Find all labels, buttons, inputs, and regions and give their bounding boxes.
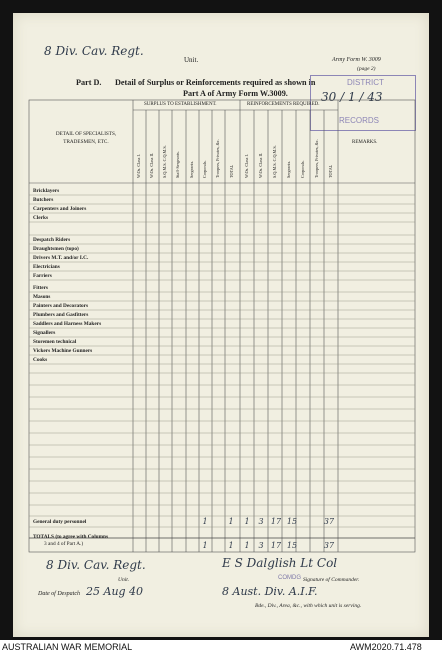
col-surplus-cpl: Corporals. bbox=[202, 160, 207, 178]
col-surplus-staffsgt: Staff-Sergeants. bbox=[175, 151, 180, 178]
total-value: 37 bbox=[323, 541, 335, 550]
row-saddlers: Saddlers and Harness Makers bbox=[33, 321, 102, 327]
unit-handwritten: 8 Div. Cav. Regt. bbox=[44, 44, 144, 58]
col-surplus-wo2: W.Os. Class II. bbox=[149, 152, 154, 178]
remarks-header: REMARKS. bbox=[352, 140, 378, 145]
col-surplus-total: TOTAL bbox=[229, 164, 234, 178]
col-surplus-wo1: W.Os. Class I. bbox=[136, 154, 141, 178]
col-surplus-sgt: Sergeants. bbox=[189, 160, 194, 178]
row-draughtsmen: Draughtsmen (topo) bbox=[33, 246, 79, 252]
commander-signature: E S Dalglish Lt Col bbox=[222, 556, 338, 570]
bde-label: Bde., Div., Area, &c., with which unit is serving. bbox=[255, 603, 362, 609]
col-reinf-sgt: Sergeants. bbox=[286, 160, 291, 178]
surplus-header: SURPLUS TO ESTABLISHMENT. bbox=[144, 102, 217, 107]
despatch-date-handwritten: 25 Aug 40 bbox=[86, 585, 144, 598]
row-despatch-riders: Despatch Riders bbox=[33, 237, 71, 243]
total-value: 1 bbox=[202, 541, 208, 550]
total-value: 1 bbox=[244, 541, 250, 550]
col-reinf-sqms: S.Q.M.S. C.Q.M.S. bbox=[272, 145, 277, 178]
commander-label: Signature of Commander. bbox=[303, 577, 360, 583]
page-number: (page 2) bbox=[357, 66, 376, 72]
total-value: 15 bbox=[286, 541, 298, 550]
total-value: 1 bbox=[228, 541, 234, 550]
row-bricklayers: Bricklayers bbox=[33, 188, 60, 194]
total-value: 17 bbox=[270, 541, 282, 550]
gd-value: 1 bbox=[244, 517, 250, 526]
row-farriers: Farriers bbox=[33, 273, 52, 279]
total-value: 3 bbox=[258, 541, 264, 550]
col-reinf-tpr: Troopers, Privates, &c. bbox=[314, 139, 319, 178]
col-reinf-wo1: W.Os. Class I. bbox=[244, 154, 249, 178]
row-signallers: Signallers bbox=[33, 330, 56, 336]
col-surplus-tpr: Troopers, Privates, &c. bbox=[215, 139, 220, 178]
col-reinf-cpl: Corporals. bbox=[300, 160, 305, 178]
col-reinf-wo2: W.Os. Class II. bbox=[258, 152, 263, 178]
col-surplus-sqms: S.Q.M.S. C.Q.M.S. bbox=[162, 145, 167, 178]
stamp-line2: RECORDS bbox=[339, 116, 380, 125]
unit-label: Unit. bbox=[184, 56, 199, 64]
col-reinf-total: TOTAL bbox=[328, 164, 333, 178]
row-drivers: Drivers M.T. and/or I.C. bbox=[33, 255, 89, 261]
footer-source: AUSTRALIAN WAR MEMORIAL bbox=[2, 642, 133, 652]
row-masons: Masons bbox=[33, 294, 51, 300]
detail-header: DETAIL OF SPECIALISTS, TRADESMEN, ETC. bbox=[55, 131, 117, 145]
stamp-line1: DISTRICT bbox=[347, 78, 384, 87]
row-totals: TOTALS (to agree with Columns bbox=[33, 534, 109, 540]
signature-unit-label: Unit. bbox=[118, 577, 130, 583]
gd-value: 37 bbox=[323, 517, 335, 526]
row-cooks: Cooks bbox=[33, 357, 48, 363]
form-title-line2: Part A of Army Form W.3009. bbox=[183, 89, 288, 98]
signature-unit-handwritten: 8 Div. Cav. Regt. bbox=[46, 558, 146, 572]
row-fitters: Fitters bbox=[33, 285, 48, 291]
row-vickers: Vickers Machine Gunners bbox=[33, 348, 93, 354]
reinforcements-header: REINFORCEMENTS REQUIRED. bbox=[247, 102, 320, 107]
form-number: Army Form W. 3009 bbox=[332, 57, 381, 63]
part-label: Part D. bbox=[76, 78, 102, 87]
despatch-label: Date of Despatch bbox=[38, 591, 80, 597]
footer-accession: AWM2020.71.478 bbox=[350, 642, 422, 652]
row-butchers: Butchers bbox=[33, 197, 54, 203]
row-totals-note: 3 and 4 of Part A.) bbox=[44, 541, 84, 547]
row-storemen: Storemen technical bbox=[33, 339, 77, 345]
row-carpenters: Carpenters and Joiners bbox=[33, 206, 87, 212]
form-title-line1: Detail of Surplus or Reinforcements required as shown in bbox=[115, 78, 316, 87]
comdg-stamp: COMDG bbox=[278, 575, 301, 581]
gd-value: 3 bbox=[258, 517, 264, 526]
row-clerks: Clerks bbox=[33, 215, 49, 221]
row-plumbers: Plumbers and Gasfitters bbox=[33, 312, 89, 318]
gd-value: 1 bbox=[228, 517, 234, 526]
stamp-date: 30 / 1 / 43 bbox=[321, 90, 383, 104]
row-general-duty: General duty personnel bbox=[33, 519, 87, 525]
row-electricians: Electricians bbox=[33, 264, 60, 270]
gd-value: 17 bbox=[270, 517, 282, 526]
gd-value: 1 bbox=[202, 517, 208, 526]
bde-handwritten: 8 Aust. Div. A.I.F. bbox=[222, 585, 318, 598]
row-painters: Painters and Decorators bbox=[33, 303, 89, 309]
gd-value: 15 bbox=[286, 517, 298, 526]
